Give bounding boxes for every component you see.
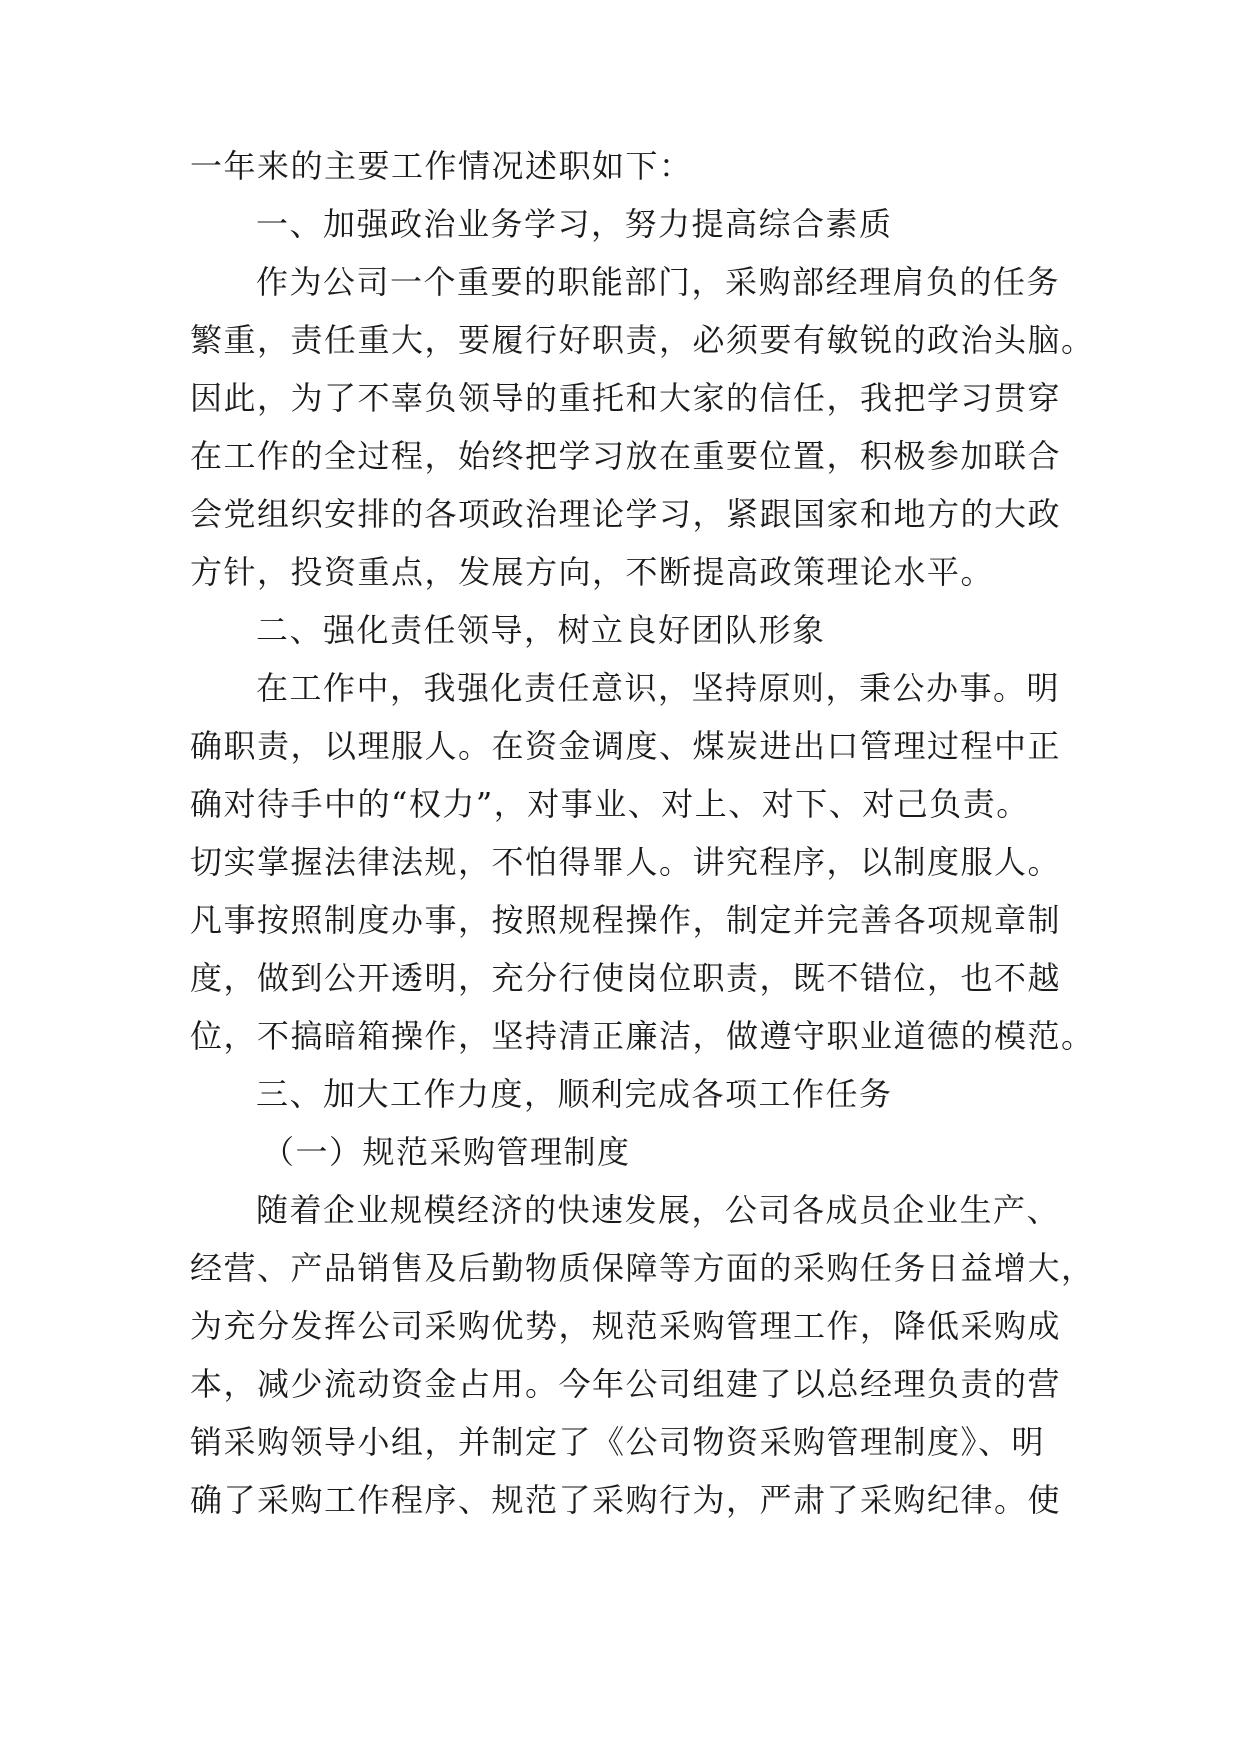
- paragraph-line: 随着企业规模经济的快速发展，公司各成员企业生产、: [256, 1191, 1061, 1229]
- paragraph-line: 销采购领导小组，并制定了《公司物资采购管理制度》、明: [190, 1423, 1046, 1461]
- paragraph-line: 繁重，责任重大，要履行好职责，必须要有敏锐的政治头脑。: [190, 321, 1095, 359]
- paragraph-line: 确职责，以理服人。在资金调度、煤炭进出口管理过程中正: [190, 727, 1062, 765]
- paragraph-line: 方针，投资重点，发展方向，不断提高政策理论水平。: [190, 553, 995, 591]
- paragraph-line: 确对待手中的“权力”，对事业、对上、对下、对己负责。: [190, 785, 1030, 823]
- section-heading-3: 三、加大工作力度，顺利完成各项工作任务: [256, 1075, 893, 1113]
- subsection-heading: （一）规范采购管理制度: [262, 1133, 631, 1171]
- paragraph-line: 在工作中，我强化责任意识，坚持原则，秉公办事。明: [256, 669, 1061, 707]
- paragraph-line: 在工作的全过程，始终把学习放在重要位置，积极参加联合: [190, 437, 1062, 475]
- paragraph-line: 切实掌握法律法规，不怕得罪人。讲究程序，以制度服人。: [190, 843, 1062, 881]
- section-heading-1: 一、加强政治业务学习，努力提高综合素质: [256, 205, 893, 243]
- intro-line: 一年来的主要工作情况述职如下：: [190, 147, 693, 185]
- paragraph-line: 度，做到公开透明，充分行使岗位职责，既不错位，也不越: [190, 959, 1062, 997]
- paragraph-line: 会党组织安排的各项政治理论学习，紧跟国家和地方的大政: [190, 495, 1062, 533]
- paragraph-line: 确了采购工作程序、规范了采购行为，严肃了采购纪律。使: [190, 1481, 1062, 1519]
- paragraph-line: 作为公司一个重要的职能部门，采购部经理肩负的任务: [256, 263, 1061, 301]
- paragraph-line: 经营、产品销售及后勤物质保障等方面的采购任务日益增大，: [190, 1249, 1095, 1287]
- paragraph-line: 位，不搞暗箱操作，坚持清正廉洁，做遵守职业道德的模范。: [190, 1017, 1095, 1055]
- paragraph-line: 为充分发挥公司采购优势，规范采购管理工作，降低采购成: [190, 1307, 1062, 1345]
- paragraph-line: 本，减少流动资金占用。今年公司组建了以总经理负责的营: [190, 1365, 1062, 1403]
- paragraph-line: 因此，为了不辜负领导的重托和大家的信任，我把学习贯穿: [190, 379, 1062, 417]
- paragraph-line: 凡事按照制度办事，按照规程操作，制定并完善各项规章制: [190, 901, 1062, 939]
- section-heading-2: 二、强化责任领导，树立良好团队形象: [256, 611, 826, 649]
